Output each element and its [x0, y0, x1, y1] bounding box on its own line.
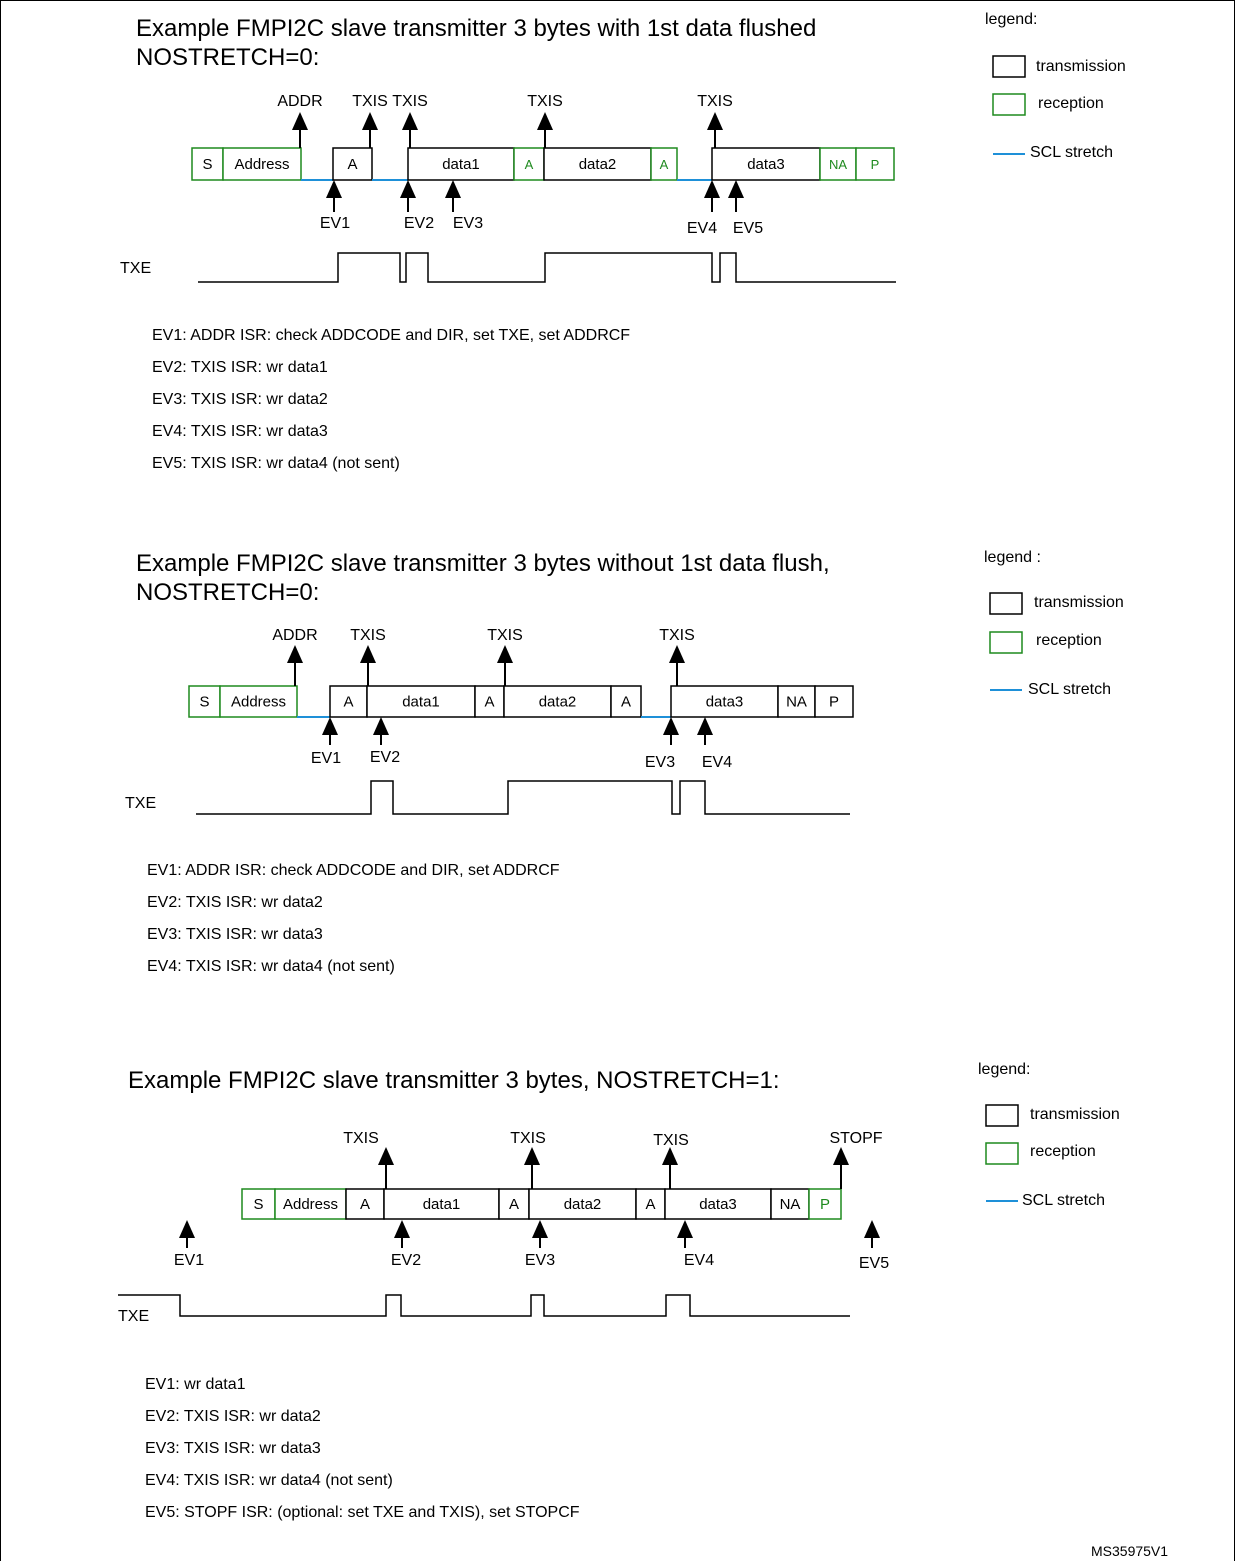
legend-transmission-label: transmission: [1034, 594, 1124, 611]
p3-frame-label: data2: [563, 1196, 602, 1213]
p3-event-label: EV4: [683, 1252, 715, 1269]
p1-event-label: EV1: [319, 215, 351, 232]
p1-frame-label: NA: [828, 157, 848, 172]
flag-arrow-icon: [707, 112, 723, 130]
event-arrow-icon: [677, 1220, 693, 1238]
p1-event-label: EV3: [452, 215, 484, 232]
event-description: EV1: ADDR ISR: check ADDCODE and DIR, set ADDRCF: [147, 862, 560, 879]
flag-arrow-icon: [360, 645, 376, 663]
legend-transmission-label: transmission: [1036, 58, 1126, 75]
flag-arrow-icon: [524, 1147, 540, 1165]
legend-reception-swatch: [990, 632, 1022, 653]
event-arrow-icon: [373, 717, 389, 735]
legend-title: legend :: [984, 549, 1041, 566]
p1-event-label: EV2: [403, 215, 435, 232]
legend-transmission-swatch: [986, 1105, 1018, 1126]
p3-frame-label: data3: [699, 1196, 737, 1213]
event-description: EV5: TXIS ISR: wr data4 (not sent): [152, 455, 400, 472]
p3-flag-label: TXIS: [343, 1130, 379, 1147]
panel-1-title: Example FMPI2C slave transmitter 3 bytes with 1st data flushed NOSTRETCH=0:: [136, 15, 817, 71]
event-description: EV1: ADDR ISR: check ADDCODE and DIR, set TXE, set ADDRCF: [152, 327, 631, 344]
p1-txe-waveform: [198, 253, 896, 282]
flag-arrow-icon: [287, 645, 303, 663]
legend-title: legend:: [985, 11, 1038, 28]
event-arrow-icon: [394, 1220, 410, 1238]
legend-stretch-label: SCL stretch: [1022, 1192, 1105, 1209]
legend-transmission-swatch: [990, 593, 1022, 614]
p1-flag-label: TXIS: [697, 93, 733, 110]
event-description: EV4: TXIS ISR: wr data4 (not sent): [147, 958, 395, 975]
p3-signal-label: TXE: [118, 1308, 150, 1325]
legend-transmission-label: transmission: [1030, 1106, 1120, 1123]
p1-frame-label: data3: [747, 156, 785, 173]
event-description: EV4: TXIS ISR: wr data3: [152, 423, 328, 440]
event-arrow-icon: [697, 717, 713, 735]
flag-arrow-icon: [537, 112, 553, 130]
p1-flag-label: TXIS: [352, 93, 388, 110]
event-description: EV5: STOPF ISR: (optional: set TXE and TXIS), set STOPCF: [145, 1504, 580, 1521]
event-arrow-icon: [704, 180, 720, 198]
p1-event-label: EV4: [686, 220, 718, 237]
p2-frame-label: Address: [230, 693, 287, 711]
p1-frame-label: Address: [234, 156, 290, 173]
panel-2-title: Example FMPI2C slave transmitter 3 bytes without 1st data flush, NOSTRETCH=0:: [136, 550, 830, 606]
p2-txe-waveform: [196, 781, 850, 814]
p2-frame-label: P: [828, 693, 840, 711]
p2-frame-label: A: [484, 693, 495, 711]
event-description: EV3: TXIS ISR: wr data3: [145, 1440, 321, 1457]
legend-transmission-swatch: [993, 56, 1025, 77]
p3-event-label: EV3: [524, 1252, 556, 1269]
p3-frame-label: A: [359, 1196, 371, 1213]
p1-flag-label: TXIS: [527, 93, 563, 110]
p2-frame-label: NA: [786, 693, 807, 711]
event-arrow-icon: [663, 717, 679, 735]
p2-event-label: EV3: [644, 754, 676, 771]
p3-frame-label: NA: [779, 1196, 801, 1213]
event-description: EV3: TXIS ISR: wr data3: [147, 926, 323, 943]
p1-frame-label: S: [202, 156, 213, 173]
event-arrow-icon: [179, 1220, 195, 1238]
p3-event-label: EV2: [390, 1252, 422, 1269]
legend-reception-label: reception: [1036, 632, 1102, 649]
legend-title: legend:: [978, 1061, 1031, 1078]
event-arrow-icon: [322, 717, 338, 735]
p3-frame-label: A: [645, 1196, 656, 1213]
event-arrow-icon: [532, 1220, 548, 1238]
p2-event-label: EV1: [310, 750, 342, 767]
event-description: EV1: wr data1: [145, 1376, 246, 1393]
flag-arrow-icon: [402, 112, 418, 130]
legend-reception-swatch: [986, 1143, 1018, 1164]
flag-arrow-icon: [833, 1147, 849, 1165]
event-description: EV2: TXIS ISR: wr data2: [145, 1408, 321, 1425]
p3-frame-label: A: [508, 1196, 520, 1213]
flag-arrow-icon: [292, 112, 308, 130]
event-arrow-icon: [326, 180, 342, 198]
p1-frame-label: data1: [442, 156, 480, 173]
p2-frame-label: A: [620, 693, 632, 711]
p1-frame-label: data2: [578, 156, 617, 173]
p2-frame-label: data1: [402, 693, 440, 711]
p3-flag-label: TXIS: [510, 1130, 546, 1147]
event-arrow-icon: [400, 180, 416, 198]
p2-event-label: EV4: [701, 754, 733, 771]
p3-flag-label: STOPF: [829, 1130, 883, 1147]
p2-flag-label: TXIS: [659, 627, 695, 644]
p3-frame-label: Address: [282, 1196, 339, 1213]
p2-signal-label: TXE: [125, 795, 157, 812]
p2-flag-label: TXIS: [350, 627, 386, 644]
p1-frame-label: A: [347, 156, 358, 173]
p2-frame-label: A: [343, 693, 354, 711]
p1-event-label: EV5: [732, 220, 764, 237]
legend-reception-label: reception: [1030, 1143, 1096, 1160]
p2-flag-label: ADDR: [272, 627, 318, 644]
p3-event-label: EV1: [173, 1252, 205, 1269]
figure-reference: MS35975V1: [1091, 1543, 1169, 1559]
p3-event-label: EV5: [858, 1255, 890, 1272]
p1-flag-label: ADDR: [277, 93, 323, 110]
flag-arrow-icon: [378, 1147, 394, 1165]
p3-frame-label: S: [253, 1196, 264, 1213]
flag-arrow-icon: [662, 1147, 678, 1165]
legend-stretch-label: SCL stretch: [1028, 681, 1111, 698]
event-arrow-icon: [864, 1220, 880, 1238]
event-description: EV4: TXIS ISR: wr data4 (not sent): [145, 1472, 393, 1489]
p2-flag-label: TXIS: [487, 627, 523, 644]
p1-frame-label: P: [870, 157, 880, 172]
p1-flag-label: TXIS: [392, 93, 428, 110]
p2-frame-label: data2: [538, 693, 577, 711]
event-description: EV2: TXIS ISR: wr data2: [147, 894, 323, 911]
legend-stretch-label: SCL stretch: [1030, 144, 1113, 161]
p1-signal-label: TXE: [120, 260, 152, 277]
p3-txe-waveform: [118, 1295, 850, 1316]
p2-event-label: EV2: [369, 749, 401, 766]
p3-frame-label: P: [819, 1196, 831, 1213]
event-description: EV2: TXIS ISR: wr data1: [152, 359, 328, 376]
panel-3-title: Example FMPI2C slave transmitter 3 bytes, NOSTRETCH=1:: [128, 1067, 780, 1094]
p1-frame-label: A: [659, 157, 669, 172]
flag-arrow-icon: [669, 645, 685, 663]
p2-frame-label: data3: [705, 693, 744, 711]
p3-flag-label: TXIS: [653, 1132, 689, 1149]
p1-frame-label: A: [524, 157, 534, 172]
legend-reception-label: reception: [1038, 95, 1104, 112]
event-arrow-icon: [728, 180, 744, 198]
flag-arrow-icon: [362, 112, 378, 130]
p2-frame-label: S: [199, 693, 210, 711]
event-description: EV3: TXIS ISR: wr data2: [152, 391, 328, 408]
legend-reception-swatch: [993, 94, 1025, 115]
flag-arrow-icon: [497, 645, 513, 663]
event-arrow-icon: [445, 180, 461, 198]
p3-frame-label: data1: [422, 1196, 461, 1213]
